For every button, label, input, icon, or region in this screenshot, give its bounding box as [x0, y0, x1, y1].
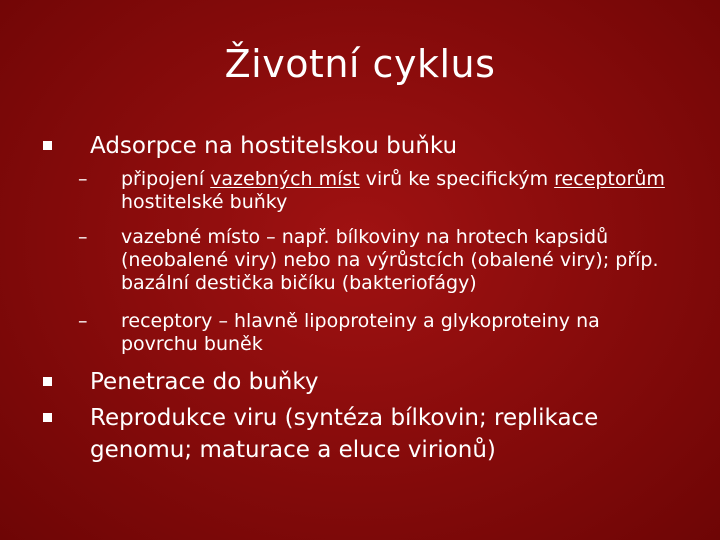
subitem-text [121, 168, 681, 214]
square-bullet-icon [43, 377, 52, 386]
underlined-term-vazebnych-mist: vazebných míst [210, 168, 360, 190]
bullet-reprodukce [0, 402, 720, 466]
subitem-text: receptory – hlavně lipoproteiny a glykoproteiny na povrchu buněk [121, 310, 600, 355]
subitem-text-part: hostitelské buňky [121, 191, 288, 213]
subitem-text-part: virů ke specifickým [359, 168, 555, 190]
bullet-penetrace [0, 366, 720, 398]
dash-marker: – [78, 310, 88, 332]
slide-title: Životní cyklus [224, 42, 496, 86]
subitem-text-part: připojení [121, 168, 211, 190]
dash-marker: – [78, 168, 88, 190]
bullet-text: Adsorpce na hostitelskou buňku [90, 133, 458, 159]
bullet-text: Penetrace do buňky [90, 369, 319, 395]
square-bullet-icon [43, 141, 52, 150]
subitem-receptory [0, 310, 720, 356]
subitem-text: vazebné místo – např. bílkoviny na hrotech kapsidů (neobalené viry) nebo na výrůstcích (obalené viry); příp. bazální destička bičíku (bakteriofágy) [121, 226, 659, 294]
square-bullet-icon [43, 413, 52, 422]
subitem-pripojeni [0, 168, 720, 214]
underlined-term-receptorum: receptorům [554, 168, 665, 190]
dash-marker: – [78, 226, 88, 248]
subitem-vazebne-misto [0, 226, 720, 295]
bullet-text: Reprodukce viru (syntéza bílkovin; replikace genomu; maturace a eluce virionů) [90, 405, 599, 463]
bullet-adsorpce [0, 130, 720, 162]
